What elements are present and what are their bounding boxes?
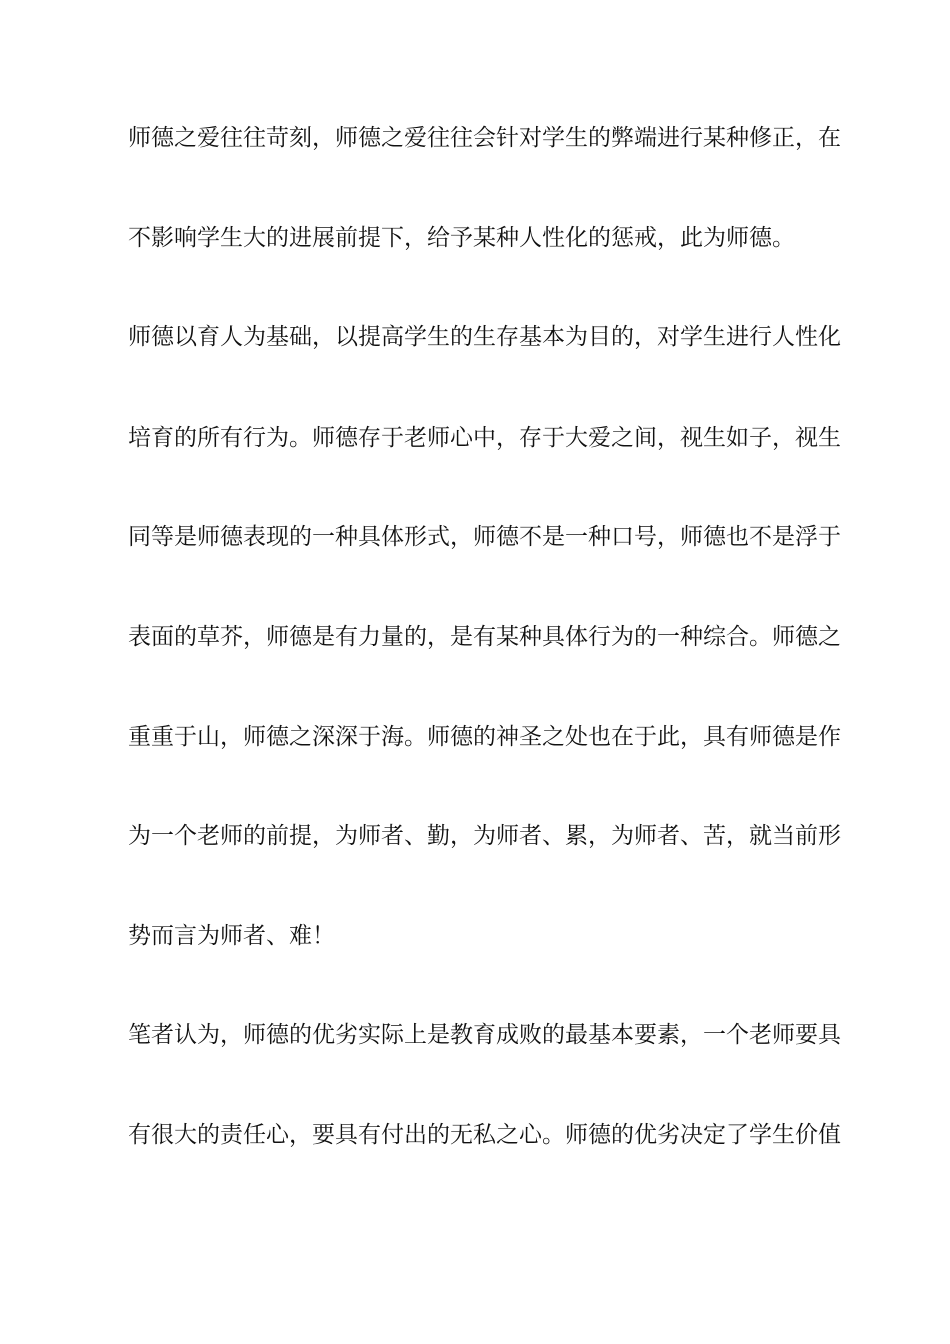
text-line: 同等是师德表现的一种具体形式，师德不是一种口号，师德也不是浮于 <box>128 524 841 550</box>
text-line: 师德以育人为基础，以提高学生的生存基本为目的，对学生进行人性化 <box>128 324 841 350</box>
text-line: 势而言为师者、难！ <box>128 923 335 949</box>
text-line: 师德之爱往往苛刻，师德之爱往往会针对学生的弊端进行某种修正，在 <box>128 125 841 151</box>
text-line: 笔者认为，师德的优劣实际上是教育成败的最基本要素，一个老师要具 <box>128 1022 841 1048</box>
text-line: 培育的所有行为。师德存于老师心中，存于大爱之间，视生如子，视生 <box>128 425 841 451</box>
text-line: 表面的草芥，师德是有力量的，是有某种具体行为的一种综合。师德之 <box>128 624 841 650</box>
text-line: 不影响学生大的进展前提下，给予某种人性化的惩戒，此为师德。 <box>128 225 795 251</box>
text-line: 重重于山，师德之深深于海。师德的神圣之处也在于此，具有师德是作 <box>128 724 841 750</box>
text-line: 有很大的责任心，要具有付出的无私之心。师德的优劣决定了学生价值 <box>128 1122 841 1148</box>
text-line: 为一个老师的前提，为师者、勤，为师者、累，为师者、苦，就当前形 <box>128 823 841 849</box>
